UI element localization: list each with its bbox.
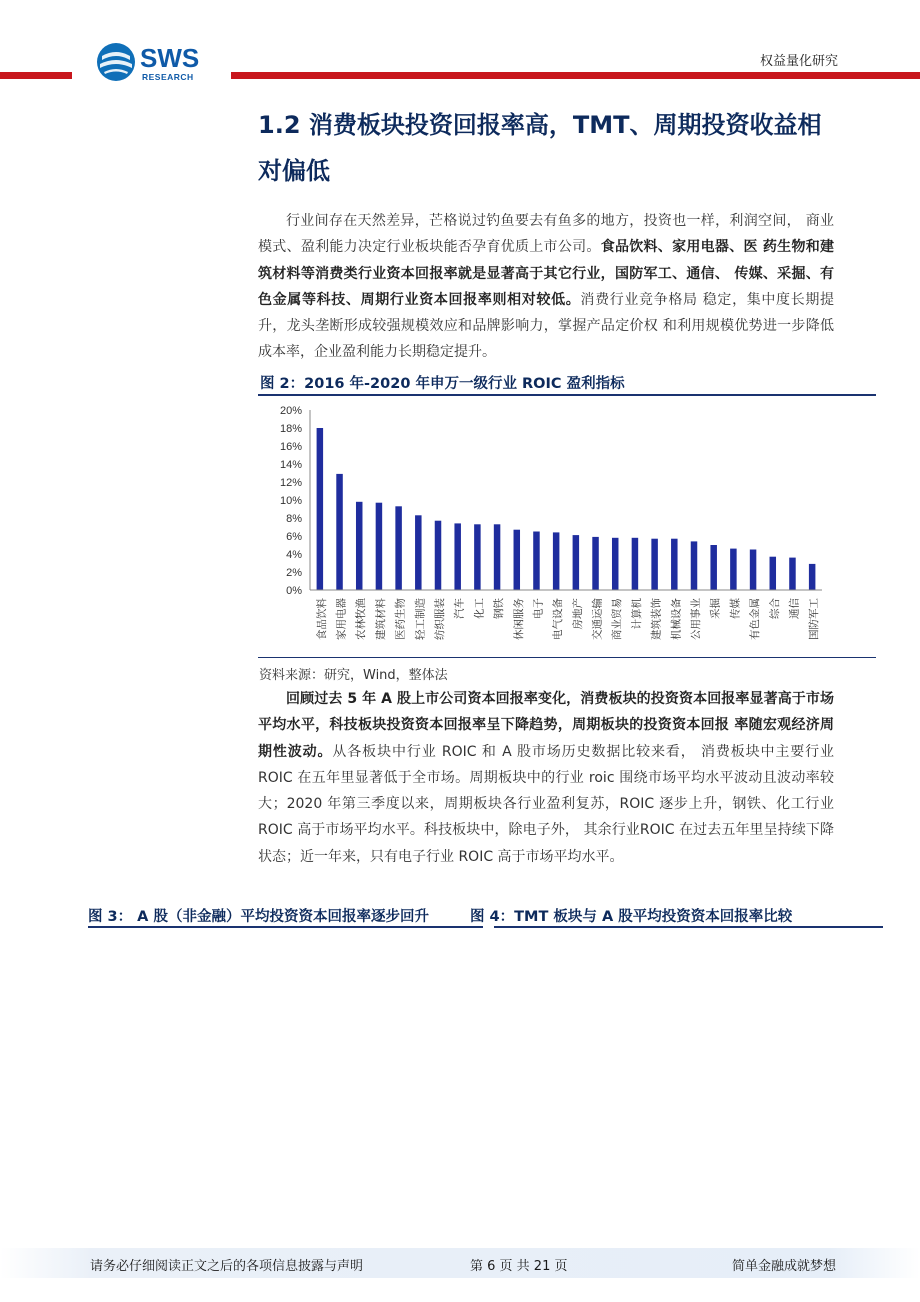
bar	[750, 550, 757, 591]
figure3-rule	[88, 926, 483, 928]
x-tick-label: 传媒	[729, 598, 742, 619]
header-rule-left	[0, 72, 72, 79]
x-tick-label: 农林牧渔	[355, 598, 368, 640]
bar	[376, 503, 383, 590]
x-tick-label: 电子	[532, 598, 545, 619]
bar	[789, 558, 796, 590]
x-tick-label: 食品饮料	[315, 598, 328, 640]
bar	[632, 538, 639, 590]
bar	[671, 539, 678, 590]
figure2-caption: 图 2：2016 年-2020 年申万一级行业 ROIC 盈利指标	[260, 376, 625, 392]
x-tick-label: 公用事业	[690, 598, 702, 640]
x-tick-label: 交通运输	[591, 598, 604, 640]
figure2-bottom-rule	[258, 657, 876, 658]
y-tick-label: 10%	[279, 495, 302, 507]
figure2-source: 资料来源：研究，Wind，整体法	[259, 668, 448, 683]
y-tick-label: 6%	[286, 531, 302, 543]
y-tick-label: 12%	[279, 477, 302, 489]
bar	[415, 515, 422, 590]
bar	[651, 539, 658, 590]
bar	[356, 502, 363, 590]
y-tick-label: 18%	[279, 423, 302, 435]
bar	[730, 549, 737, 590]
para1-text-1: 行业间存在天然差异，芒格说过钓鱼要去有鱼多的地方，投资也一样，利润空间， 商业模式、盈利能力决定行业板块能否孕育优质上市公司。	[258, 213, 834, 256]
logo-subtext: RESEARCH	[142, 72, 194, 82]
x-tick-label: 汽车	[453, 598, 466, 619]
x-tick-label: 家用电器	[335, 598, 348, 640]
x-tick-label: 商业贸易	[611, 598, 624, 640]
bars	[317, 428, 816, 590]
bar	[514, 530, 521, 590]
review-paragraph	[258, 686, 834, 870]
y-tick-label: 20%	[279, 405, 302, 417]
header-rule-right	[231, 72, 920, 79]
roic-bar-chart	[258, 398, 876, 656]
bar	[770, 557, 777, 590]
x-tick-label: 休闲服务	[512, 598, 525, 640]
bar	[691, 541, 698, 590]
footer-slogan: 简单金融成就梦想	[732, 1259, 837, 1274]
x-tick-label: 房地产	[571, 598, 584, 630]
x-tick-label: 有色金属	[749, 598, 762, 640]
logo-text: SWS	[140, 43, 200, 73]
section-title	[258, 102, 838, 194]
bar	[494, 524, 501, 590]
y-tick-label: 14%	[279, 459, 302, 471]
section-title-line1: 1.2 消费板块投资回报率高，TMT、周期投资收益相	[258, 111, 822, 139]
figure4-rule	[494, 926, 883, 928]
x-tick-label: 国防军工	[808, 598, 821, 640]
figure4-caption: 图 4：TMT 板块与 A 股平均投资资本回报率比较	[470, 909, 793, 925]
bar	[592, 537, 599, 590]
footer-disclaimer: 请务必仔细阅读正文之后的各项信息披露与声明	[90, 1259, 364, 1274]
para2-bold-1: 回顾过去 5 年 A 股上市公司资本回报率变化，消费板块的投资资本回报率显著高于市场平均水平，科技板块投资资本回报率呈下降趋势，周期板块的投资资本回报 率随宏观经济周期性波动。	[258, 691, 834, 760]
bar	[435, 521, 442, 590]
x-tick-label: 纺织服装	[434, 598, 446, 640]
bar	[454, 523, 461, 590]
y-tick-label: 2%	[286, 567, 302, 579]
bar	[317, 428, 324, 590]
report-category: 权益量化研究	[760, 54, 839, 69]
bar	[710, 545, 717, 590]
section-title-line2: 对偏低	[258, 157, 330, 185]
figure3-caption: 图 3： A 股（非金融）平均投资资本回报率逐步回升	[88, 909, 429, 925]
bar	[612, 538, 619, 590]
x-tick-label: 建筑装饰	[650, 598, 663, 640]
x-tick-label: 建筑材料	[374, 598, 387, 640]
y-tick-label: 4%	[286, 549, 302, 561]
bar	[395, 506, 402, 590]
x-tick-label: 电气设备	[552, 598, 565, 640]
x-tick-label: 通信	[788, 598, 801, 619]
y-tick-label: 16%	[279, 441, 302, 453]
y-tick-label: 8%	[286, 513, 302, 525]
x-tick-label: 钢铁	[493, 598, 506, 619]
bar	[573, 535, 580, 590]
footer-page-number: 第 6 页 共 21 页	[470, 1259, 568, 1274]
bar	[553, 532, 560, 590]
x-tick-label: 采掘	[709, 598, 722, 619]
intro-paragraph	[258, 208, 834, 366]
x-tick-label: 机械设备	[670, 598, 683, 640]
x-axis-labels	[315, 598, 820, 641]
bar	[474, 524, 481, 590]
x-tick-label: 轻工制造	[414, 598, 427, 640]
para2-text-1: 从各板块中行业 ROIC 和 A 股市场历史数据比较来看， 消费板块中主要行业 ROIC 在五年里显著低于全市场。周期板块中的行业 roic 围绕市场平均水平波动且波动率较大；2020 年第三季度以来，周期板块各行业盈利复苏，ROIC 逐步上升，钢铁、化工行业 ROIC 高于市场平均水平。科技板块中，除电子外， 其余行业ROIC 在过去五年里呈持续下降状态；近一年来，只有电子行业 ROIC 高于市场平均水平。	[258, 743, 835, 865]
para1-text-2: 消费行业竞争格局 稳定，集中度长期提升，龙头垄断形成较强规模效应和品牌影响力，掌握产品定价权 和利用规模优势进一步降低成本率，企业盈利能力长期稳定提升。	[258, 291, 835, 361]
y-tick-label: 0%	[286, 585, 302, 597]
x-tick-label: 化工	[473, 598, 486, 619]
para1-bold-1: 食品饮料、家用电器、医 药生物和建筑材料等消费类行业资本回报率就是显著高于其它行业，国防军工、通信、 传媒、采掘、有色金属等科技、周期行业资本回报率则相对较低。	[258, 239, 835, 308]
bar	[809, 564, 816, 590]
bar	[533, 532, 540, 591]
y-axis-labels	[280, 405, 302, 597]
x-tick-label: 综合	[768, 598, 781, 619]
figure2-top-rule	[258, 394, 876, 396]
x-tick-label: 计算机	[630, 598, 643, 630]
sws-logo	[96, 40, 226, 84]
x-tick-label: 医药生物	[394, 598, 407, 640]
bar	[336, 474, 343, 590]
